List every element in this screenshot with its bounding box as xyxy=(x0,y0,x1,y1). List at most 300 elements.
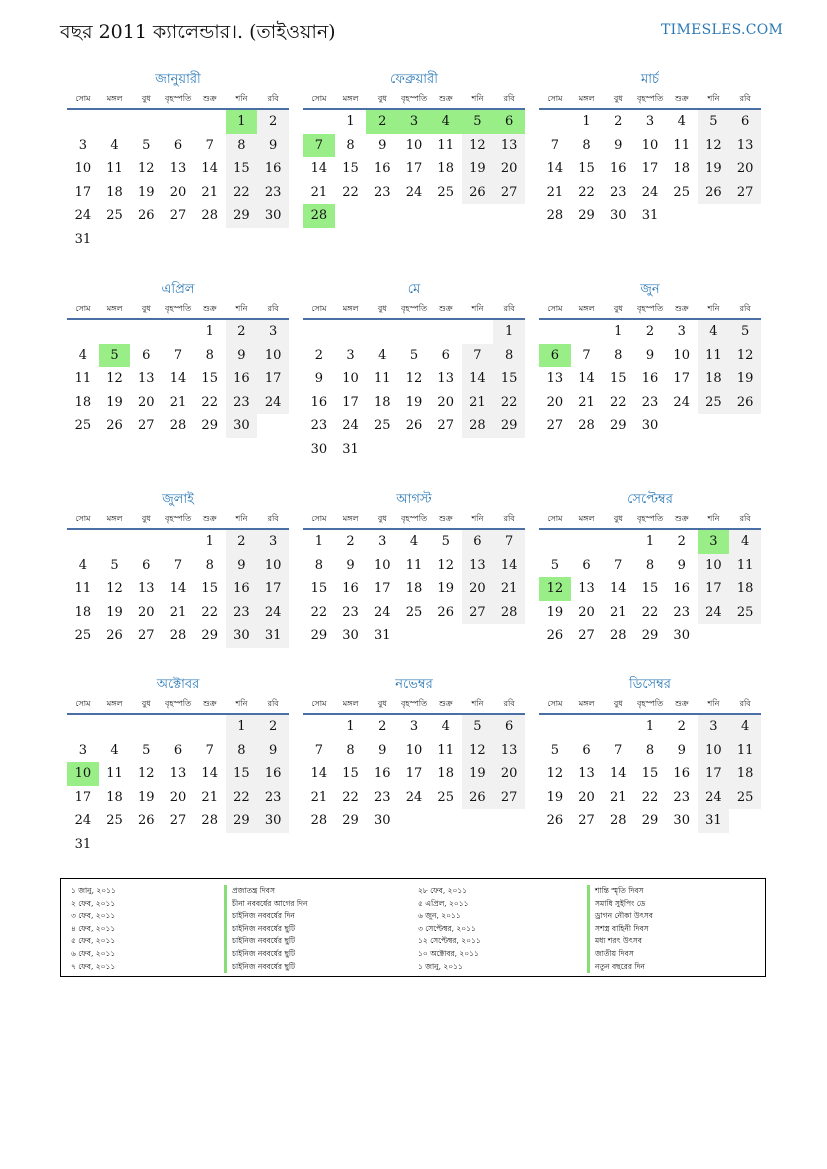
weekday-label: শনি xyxy=(471,304,484,313)
day-cell: 16 xyxy=(257,157,289,181)
weekday-label: সোম xyxy=(75,514,91,523)
month-block xyxy=(67,675,289,856)
day-cell: 2 xyxy=(257,715,289,739)
day-cell: 23 xyxy=(374,789,391,805)
legend-holiday-name: জাতীয় দিবস xyxy=(587,948,653,961)
day-cell: 3 xyxy=(677,324,686,339)
day-cell: 25 xyxy=(405,604,423,620)
day-cell: 19 xyxy=(437,581,454,596)
day-cell: 18 xyxy=(698,367,730,391)
day-cell: 26 xyxy=(462,181,494,205)
weekday-label: বৃহস্পতি xyxy=(400,514,428,523)
empty-cell xyxy=(99,715,131,739)
day-cell: 11 xyxy=(698,344,730,368)
day-cell: 11 xyxy=(437,742,454,758)
day-cell: 25 xyxy=(437,789,454,805)
empty-cell xyxy=(539,110,571,134)
day-cell: 29 xyxy=(201,418,218,433)
day-cell: 18 xyxy=(673,161,690,176)
legend-date: ৫ এপ্রিল, ২০১১ xyxy=(418,898,469,908)
day-cell: 9 xyxy=(614,137,623,153)
day-cell: 14 xyxy=(201,766,218,781)
day-cell: 29 xyxy=(342,813,359,828)
empty-cell xyxy=(729,204,761,228)
empty-cell xyxy=(226,833,258,857)
weekday-header xyxy=(303,90,525,110)
empty-cell xyxy=(335,320,367,344)
day-cell: 14 xyxy=(610,766,627,781)
day-cell: 2 xyxy=(677,534,686,549)
day-cell: 21 xyxy=(610,604,627,620)
day-cell: 21 xyxy=(546,184,564,200)
day-cell: 17 xyxy=(641,161,659,176)
day-cell: 8 xyxy=(493,344,525,368)
day-cell: 22 xyxy=(226,181,258,205)
empty-cell xyxy=(99,833,131,857)
empty-cell xyxy=(303,715,335,739)
day-cell: 10 xyxy=(673,347,690,363)
day-cell: 20 xyxy=(138,604,155,620)
day-cell: 1 xyxy=(205,324,214,339)
day-cell: 20 xyxy=(493,762,525,786)
day-cell: 21 xyxy=(310,789,328,805)
day-cell: 25 xyxy=(698,391,730,415)
day-cell: 5 xyxy=(142,137,151,153)
day-cell: 8 xyxy=(645,557,655,573)
empty-cell xyxy=(430,204,462,228)
weekday-label: সোম xyxy=(311,699,327,708)
day-cell: 7 xyxy=(582,347,591,363)
page-title: বছর 2011 ক্যালেন্ডার।. (তাইওয়ান) xyxy=(60,21,336,43)
month-block xyxy=(539,675,761,833)
day-cell: 28 xyxy=(610,628,627,643)
empty-cell xyxy=(602,530,634,554)
day-cell: 2 xyxy=(346,534,355,549)
empty-cell xyxy=(539,715,571,739)
day-cell: 17 xyxy=(405,766,423,781)
day-cell: 29 xyxy=(226,809,258,833)
day-cell: 1 xyxy=(314,534,323,549)
day-cell: 12 xyxy=(462,134,494,158)
empty-cell xyxy=(162,833,194,857)
day-cell: 12 xyxy=(546,766,564,781)
weekday-label: শনি xyxy=(471,94,484,103)
legend-names-right xyxy=(587,885,653,973)
empty-cell xyxy=(493,809,525,833)
day-cell: 30 xyxy=(641,418,659,433)
empty-cell xyxy=(666,414,698,438)
day-cell: 17 xyxy=(74,789,92,805)
day-cell: 10 xyxy=(698,554,730,578)
day-cell: 15 xyxy=(342,766,359,781)
day-cell: 8 xyxy=(226,739,258,763)
day-cell: 24 xyxy=(257,391,289,415)
weekday-header xyxy=(303,695,525,715)
day-cell: 19 xyxy=(106,394,123,410)
day-cell: 5 xyxy=(698,110,730,134)
day-cell: 15 xyxy=(310,581,328,596)
weekday-label: মঙ্গল xyxy=(106,304,123,313)
day-cell: 25 xyxy=(729,786,761,810)
day-cell: 12 xyxy=(405,371,423,386)
day-cell: 22 xyxy=(342,184,359,200)
empty-cell xyxy=(666,204,698,228)
day-cell: 19 xyxy=(546,604,564,620)
day-cell: 7 xyxy=(314,742,323,758)
day-cell: 16 xyxy=(374,161,391,176)
day-cell: 30 xyxy=(673,628,690,643)
day-cell: 21 xyxy=(201,789,218,805)
empty-cell xyxy=(130,715,162,739)
day-cell: 10 xyxy=(67,762,99,786)
weekday-label: শুক্র xyxy=(438,699,453,708)
weekday-label: বৃহস্পতি xyxy=(164,514,192,523)
day-cell: 6 xyxy=(173,137,183,153)
day-cell: 18 xyxy=(437,766,454,781)
weekday-header xyxy=(67,90,289,110)
day-cell: 8 xyxy=(314,557,323,573)
day-cell: 31 xyxy=(74,231,92,247)
day-cell: 14 xyxy=(546,161,564,176)
day-cell: 6 xyxy=(582,742,591,758)
weekday-label: বুধ xyxy=(613,94,623,103)
month-block xyxy=(539,70,761,228)
day-cell: 10 xyxy=(257,554,289,578)
weekday-label: শনি xyxy=(707,514,720,523)
day-cell: 26 xyxy=(698,181,730,205)
day-cell: 28 xyxy=(303,204,335,228)
day-cell: 27 xyxy=(546,418,564,433)
weekday-label: শনি xyxy=(707,699,720,708)
day-cell: 2 xyxy=(226,530,258,554)
day-cell: 27 xyxy=(578,813,595,828)
month-block xyxy=(303,490,525,648)
weekday-label: বৃহস্পতি xyxy=(400,94,428,103)
legend-holiday-name: মধ্য শরৎ উৎসব xyxy=(587,935,653,948)
day-cell: 4 xyxy=(698,320,730,344)
day-cell: 16 xyxy=(673,766,690,781)
day-cell: 22 xyxy=(641,604,659,620)
day-cell: 3 xyxy=(698,530,730,554)
empty-cell xyxy=(698,204,730,228)
month-name: জানুয়ারী xyxy=(155,72,201,87)
day-cell: 29 xyxy=(610,418,627,433)
day-cell: 7 xyxy=(462,344,494,368)
day-cell: 2 xyxy=(314,347,323,363)
day-cell: 10 xyxy=(698,739,730,763)
empty-cell xyxy=(67,110,99,134)
day-cell: 29 xyxy=(226,204,258,228)
day-cell: 5 xyxy=(99,344,131,368)
day-cell: 14 xyxy=(462,367,494,391)
day-cell: 4 xyxy=(110,137,119,153)
day-cell: 27 xyxy=(729,181,761,205)
day-cell: 19 xyxy=(138,184,155,200)
empty-cell xyxy=(462,204,494,228)
day-cell: 19 xyxy=(729,367,761,391)
weekday-header xyxy=(67,300,289,320)
weekday-label: বুধ xyxy=(377,304,387,313)
day-cell: 24 xyxy=(641,184,659,200)
day-cell: 15 xyxy=(201,371,218,386)
day-cell: 16 xyxy=(641,371,659,386)
month-block xyxy=(303,70,525,228)
weekday-label: মঙ্গল xyxy=(578,94,595,103)
day-cell: 20 xyxy=(437,394,454,410)
weekday-header xyxy=(539,510,761,530)
weekday-label: শনি xyxy=(707,304,720,313)
empty-cell xyxy=(398,204,430,228)
day-cell: 11 xyxy=(673,137,690,153)
day-cell: 13 xyxy=(493,739,525,763)
day-cell: 7 xyxy=(303,134,335,158)
weekday-label: শনি xyxy=(235,514,248,523)
day-cell: 29 xyxy=(641,813,659,828)
day-cell: 13 xyxy=(169,161,187,176)
month-block xyxy=(67,70,289,251)
day-cell: 21 xyxy=(201,184,218,200)
legend-date: ৩ সেপ্টেম্বর, ২০১১ xyxy=(418,923,476,933)
weekday-header xyxy=(67,510,289,530)
day-cell: 4 xyxy=(430,110,462,134)
day-cell: 16 xyxy=(673,581,690,596)
weekday-label: বৃহস্পতি xyxy=(636,94,664,103)
day-cell: 1 xyxy=(582,114,591,129)
empty-cell xyxy=(162,715,194,739)
weekday-label: বুধ xyxy=(613,514,623,523)
day-cell: 4 xyxy=(677,114,686,129)
day-cell: 4 xyxy=(409,534,419,549)
weekday-label: বৃহস্পতি xyxy=(164,94,192,103)
day-cell: 18 xyxy=(374,394,391,410)
day-cell: 28 xyxy=(169,628,187,643)
day-cell: 3 xyxy=(78,742,87,758)
empty-cell xyxy=(162,320,194,344)
day-cell: 29 xyxy=(201,628,218,643)
weekday-label: মঙ্গল xyxy=(106,94,123,103)
day-cell: 27 xyxy=(169,813,187,828)
day-cell: 5 xyxy=(550,557,559,573)
day-cell: 10 xyxy=(405,137,423,153)
day-cell: 2 xyxy=(378,719,387,734)
day-cell: 8 xyxy=(226,134,258,158)
day-cell: 7 xyxy=(493,530,525,554)
legend-date: ৭ ফেব, ২০১১ xyxy=(71,961,116,971)
empty-cell xyxy=(698,624,730,648)
day-cell: 6 xyxy=(462,530,494,554)
day-cell: 23 xyxy=(226,391,258,415)
day-cell: 17 xyxy=(74,184,92,200)
day-cell: 30 xyxy=(610,208,627,223)
day-cell: 23 xyxy=(310,418,328,433)
day-cell: 4 xyxy=(378,347,387,363)
day-cell: 16 xyxy=(310,394,328,410)
day-cell: 25 xyxy=(437,184,454,200)
weekday-label: মঙ্গল xyxy=(578,304,595,313)
month-name: অক্টোবর xyxy=(156,677,200,692)
weekday-label: রবি xyxy=(267,94,279,103)
empty-cell xyxy=(303,110,335,134)
empty-cell xyxy=(226,228,258,252)
day-cell: 28 xyxy=(462,414,494,438)
day-cell: 18 xyxy=(74,604,92,620)
day-cell: 20 xyxy=(462,577,494,601)
day-cell: 6 xyxy=(441,347,450,363)
month-name: এপ্রিল xyxy=(161,282,195,297)
day-cell: 12 xyxy=(106,581,123,596)
day-cell: 2 xyxy=(677,719,686,734)
weekday-label: বুধ xyxy=(377,514,387,523)
legend-dates-left xyxy=(71,885,116,973)
day-cell: 22 xyxy=(493,391,525,415)
day-cell: 24 xyxy=(405,789,423,805)
day-cell: 12 xyxy=(539,577,571,601)
day-grid xyxy=(67,715,289,856)
weekday-label: রবি xyxy=(267,514,279,523)
day-cell: 3 xyxy=(346,347,355,363)
day-grid xyxy=(303,530,525,648)
empty-cell xyxy=(366,438,398,462)
day-cell: 11 xyxy=(729,739,761,763)
day-cell: 30 xyxy=(257,204,289,228)
weekday-label: শনি xyxy=(235,94,248,103)
site-link[interactable]: TIMESLES.COM xyxy=(661,22,784,38)
weekday-label: বৃহস্পতি xyxy=(164,699,192,708)
day-cell: 9 xyxy=(257,134,289,158)
day-cell: 18 xyxy=(729,762,761,786)
day-cell: 28 xyxy=(201,208,218,223)
day-cell: 4 xyxy=(441,719,450,734)
day-cell: 15 xyxy=(610,371,627,386)
day-cell: 26 xyxy=(729,391,761,415)
day-cell: 3 xyxy=(257,530,289,554)
day-cell: 16 xyxy=(257,762,289,786)
day-cell: 16 xyxy=(374,766,391,781)
day-cell: 31 xyxy=(342,441,359,457)
day-cell: 8 xyxy=(346,137,355,153)
empty-cell xyxy=(99,110,131,134)
empty-cell xyxy=(130,320,162,344)
day-cell: 17 xyxy=(405,161,423,176)
weekday-label: রবি xyxy=(739,514,751,523)
day-grid xyxy=(67,320,289,438)
empty-cell xyxy=(366,204,398,228)
day-cell: 2 xyxy=(645,324,655,339)
month-name: জুন xyxy=(640,282,660,297)
day-cell: 14 xyxy=(201,161,218,176)
legend-date: ৪ ফেব, ২০১১ xyxy=(71,923,116,933)
weekday-label: রবি xyxy=(739,304,751,313)
weekday-label: বুধ xyxy=(613,304,623,313)
day-cell: 18 xyxy=(74,394,92,410)
day-cell: 7 xyxy=(550,137,559,153)
day-cell: 10 xyxy=(641,137,659,153)
day-cell: 27 xyxy=(138,418,155,433)
day-cell: 25 xyxy=(374,418,391,433)
day-cell: 14 xyxy=(310,161,328,176)
day-cell: 24 xyxy=(74,208,92,223)
weekday-label: সোম xyxy=(75,304,91,313)
day-cell: 7 xyxy=(173,557,183,573)
weekday-header xyxy=(67,695,289,715)
day-cell: 17 xyxy=(698,762,730,786)
day-cell: 15 xyxy=(641,766,659,781)
day-cell: 26 xyxy=(106,418,123,433)
day-cell: 12 xyxy=(106,371,123,386)
weekday-label: মঙ্গল xyxy=(106,699,123,708)
empty-cell xyxy=(398,438,430,462)
month-block xyxy=(67,280,289,438)
day-cell: 8 xyxy=(346,742,355,758)
day-cell: 26 xyxy=(138,208,155,223)
day-cell: 28 xyxy=(493,601,525,625)
legend-dates-right xyxy=(418,885,481,973)
day-cell: 13 xyxy=(437,371,454,386)
day-cell: 5 xyxy=(462,110,494,134)
day-cell: 20 xyxy=(578,604,595,620)
day-cell: 22 xyxy=(310,604,328,620)
legend-date: ৬ জুন, ২০১১ xyxy=(418,911,461,921)
legend-date: ২ ফেব, ২০১১ xyxy=(71,898,116,908)
legend-holiday-name: চাইনিজ নববর্ষের ছুটি xyxy=(224,948,307,961)
day-cell: 30 xyxy=(310,441,328,457)
empty-cell xyxy=(539,320,571,344)
month-name: জুলাই xyxy=(162,492,194,507)
weekday-label: মঙ্গল xyxy=(342,514,359,523)
day-cell: 1 xyxy=(493,320,525,344)
empty-cell xyxy=(698,414,730,438)
day-cell: 7 xyxy=(205,742,214,758)
day-cell: 21 xyxy=(462,391,494,415)
day-cell: 26 xyxy=(106,628,123,643)
day-cell: 21 xyxy=(310,184,328,200)
day-cell: 21 xyxy=(610,789,627,805)
day-cell: 15 xyxy=(226,762,258,786)
legend-date: ৫ ফেব, ২০১১ xyxy=(71,936,116,946)
weekday-label: বুধ xyxy=(613,699,623,708)
day-cell: 16 xyxy=(226,367,258,391)
day-cell: 11 xyxy=(437,137,454,153)
day-cell: 23 xyxy=(257,786,289,810)
empty-cell xyxy=(99,320,131,344)
weekday-label: বৃহস্পতি xyxy=(636,514,664,523)
day-cell: 17 xyxy=(257,367,289,391)
day-cell: 25 xyxy=(74,418,92,433)
day-cell: 21 xyxy=(169,604,187,620)
day-cell: 11 xyxy=(74,581,92,596)
empty-cell xyxy=(729,624,761,648)
day-cell: 24 xyxy=(257,601,289,625)
day-cell: 30 xyxy=(342,628,359,643)
weekday-label: মঙ্গল xyxy=(578,699,595,708)
empty-cell xyxy=(257,833,289,857)
day-cell: 26 xyxy=(405,418,423,433)
day-cell: 1 xyxy=(226,715,258,739)
day-cell: 20 xyxy=(578,789,595,805)
legend-holiday-name: নতুন বছরের দিন xyxy=(587,961,653,974)
day-cell: 26 xyxy=(462,786,494,810)
day-cell: 6 xyxy=(582,557,591,573)
day-cell: 5 xyxy=(441,534,450,549)
day-cell: 20 xyxy=(546,394,564,410)
month-name: নভেম্বর xyxy=(395,677,433,692)
empty-cell xyxy=(194,715,226,739)
day-cell: 30 xyxy=(673,813,690,828)
day-cell: 17 xyxy=(342,394,359,410)
day-cell: 10 xyxy=(342,371,359,386)
day-grid xyxy=(67,530,289,648)
empty-cell xyxy=(67,530,99,554)
